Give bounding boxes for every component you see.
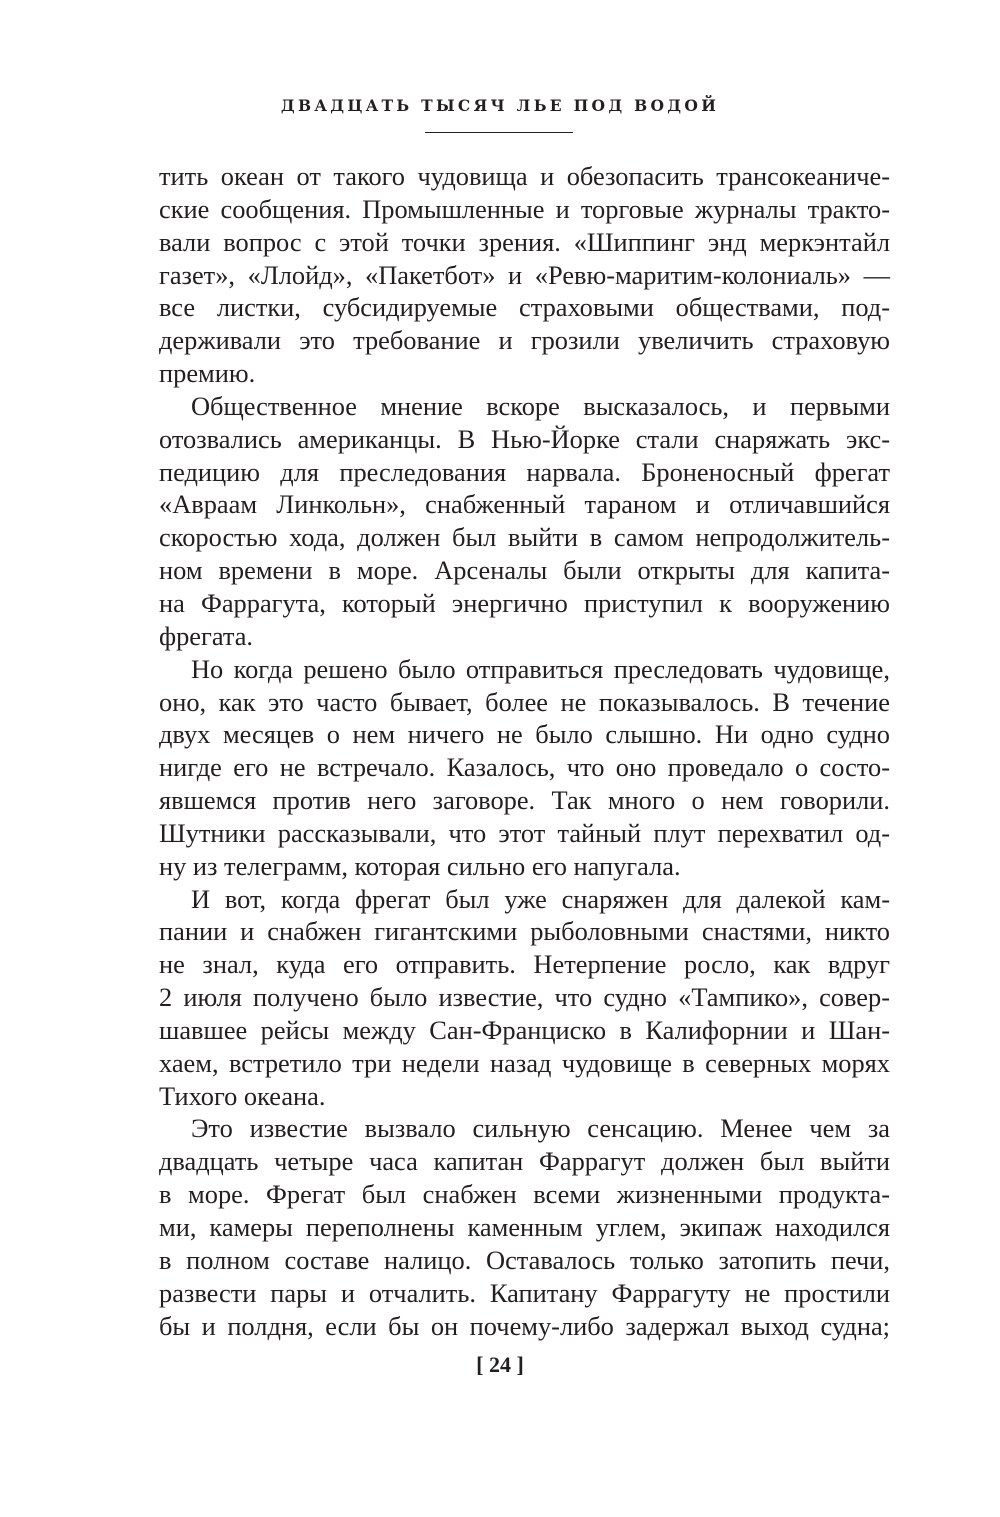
text-line: скоростью хода, должен был выйти в самом непродолжитель-: [159, 522, 890, 553]
text-line: пании и снабжен гигантскими рыболовными снастями, никто: [159, 916, 890, 947]
text-line: педицию для преследования нарвала. Броненосный фрегат: [159, 456, 890, 487]
text-line: ские сообщения. Промышленные и торговые журналы тракто-: [159, 193, 890, 224]
text-line: ми, камеры переполнены каменным углем, экипаж находился: [159, 1212, 890, 1242]
text-line: Шутники рассказывали, что этот тайный плут перехватил од-: [159, 817, 890, 848]
text-line: Общественное мнение вскоре высказалось, и первыми: [191, 390, 890, 421]
text-line: фрегата.: [159, 620, 254, 651]
text-line: И вот, когда фрегат был уже снаряжен для далекой кам-: [191, 883, 890, 914]
paragraph: [159, 1112, 890, 1342]
text-line: вали вопрос с этой точки зрения. «Шиппинг энд меркэнтайл: [159, 226, 890, 257]
text-line: ну из телеграмм, которая сильно его напугала.: [159, 850, 681, 881]
text-line: «Авраам Линкольн», снабженный тараном и отличавшийся: [159, 489, 890, 520]
text-line: явшемся против него заговоре. Так много о нем говорили.: [159, 785, 890, 816]
paragraph: [159, 160, 890, 390]
text-line: бы и полдня, если бы он почему-либо задержал выход судна;: [159, 1310, 890, 1341]
page-number: [ 24 ]: [476, 1352, 524, 1377]
text-line: все листки, субсидируемые страховыми обществами, под-: [159, 292, 890, 323]
text-line: двух месяцев о нем ничего не было слышно. Ни одно судно: [159, 719, 890, 750]
paragraph: [159, 390, 890, 653]
text-line: Но когда решено было отправиться преследовать чудовище,: [191, 653, 890, 684]
text-line: нигде его не встречало. Казалось, что оно проведало о состо-: [159, 752, 890, 783]
running-title: ДВАДЦАТЬ ТЫСЯЧ ЛЬЕ ПОД ВОДОЙ: [280, 96, 720, 115]
text-line: на Фаррагута, который энергично приступил к вооружению: [159, 587, 890, 618]
text-line: газет», «Ллойд», «Пакетбот» и «Ревю-маритим-колониаль» —: [159, 259, 890, 290]
text-line: ном времени в море. Арсеналы были открыты для капита-: [159, 555, 890, 586]
text-line: шавшее рейсы между Сан-Франциско в Калифорнии и Шан-: [159, 1014, 890, 1045]
text-line: премию.: [159, 358, 256, 389]
text-line: тить океан от такого чудовища и обезопасить трансокеаниче-: [159, 161, 890, 191]
text-line: отозвались американцы. В Нью-Йорке стали снаряжать экс-: [159, 423, 890, 454]
text-line: двадцать четыре часа капитан Фаррагут должен был выйти: [159, 1146, 890, 1177]
text-line: хаем, встретило три недели назад чудовище в северных морях: [159, 1047, 890, 1078]
header-rule: [425, 132, 573, 133]
text-line: Это известие вызвало сильную сенсацию. Менее чем за: [191, 1113, 890, 1144]
body-text: [159, 160, 890, 1342]
text-line: не знал, куда его отправить. Нетерпение росло, как вдруг: [159, 949, 890, 980]
text-line: Тихого океана.: [159, 1080, 326, 1111]
text-line: развести пары и отчалить. Капитану Фаррагуту не простили: [159, 1277, 890, 1308]
text-line: держивали это требование и грозили увеличить страховую: [159, 325, 890, 356]
paragraph: [159, 653, 890, 883]
text-line: в полном составе налицо. Оставалось только затопить печи,: [159, 1244, 890, 1275]
text-line: 2 июля получено было известие, что судно «Тампико», совер-: [159, 982, 890, 1013]
text-line: в море. Фрегат был снабжен всеми жизненными продукта-: [159, 1179, 890, 1210]
text-line: оно, как это часто бывает, более не показывалось. В течение: [159, 686, 890, 717]
paragraph: [159, 883, 890, 1113]
